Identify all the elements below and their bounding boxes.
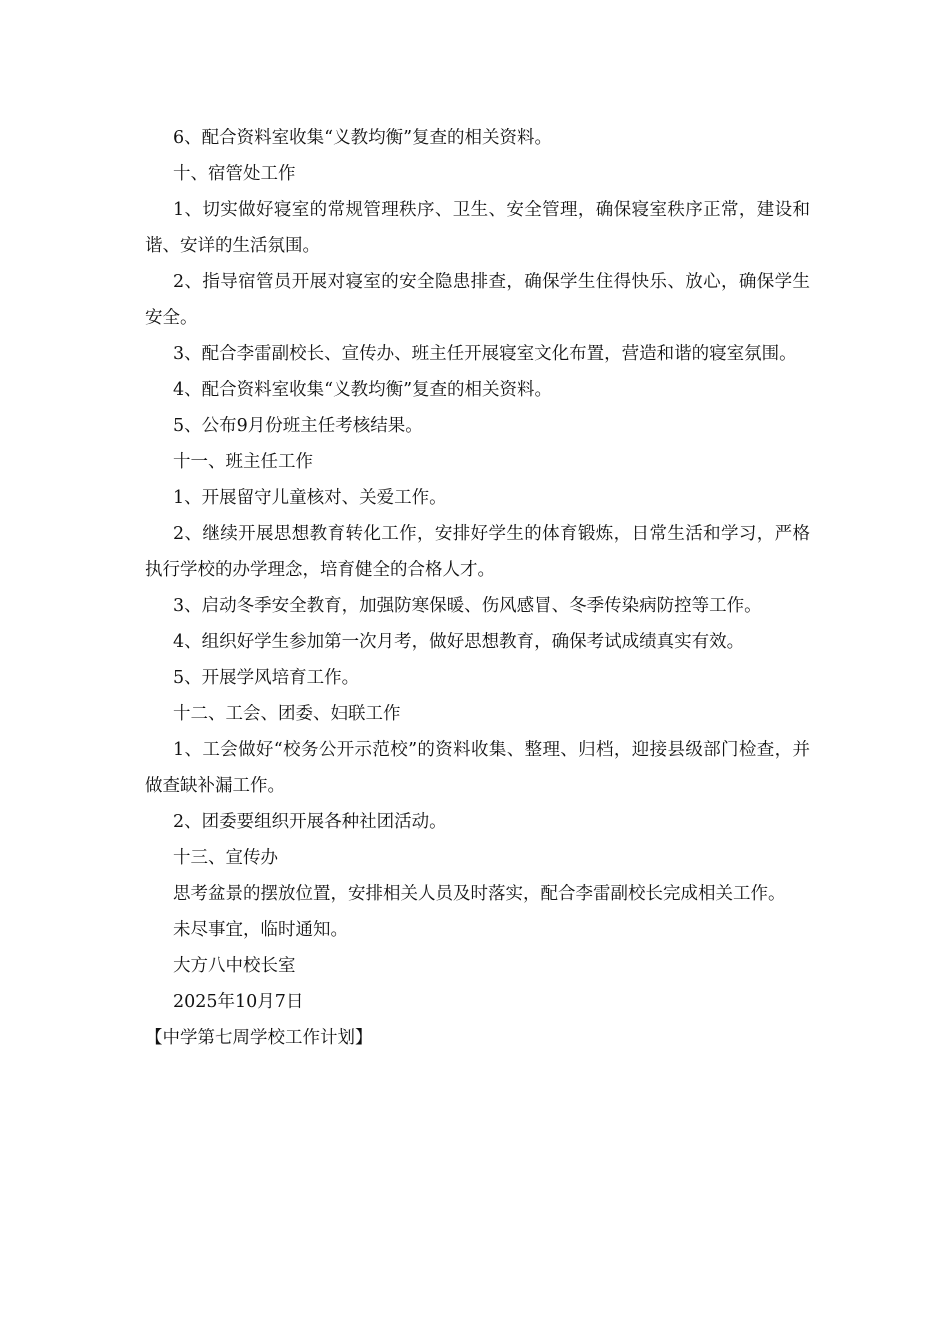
paragraph: 2、继续开展思想教育转化工作，安排好学生的体育锻炼，日常生活和学习，严格执行学校的办学理念，培育健全的合格人才。 (145, 524, 810, 580)
paragraph: 4、组织好学生参加第一次月考，做好思想教育，确保考试成绩真实有效。 (173, 632, 745, 652)
paragraph: 1、工会做好“校务公开示范校”的资料收集、整理、归档，迎接县级部门检查，并做查缺补漏工作。 (145, 740, 810, 796)
paragraph: 3、启动冬季安全教育，加强防寒保暖、伤风感冒、冬季传染病防控等工作。 (173, 596, 762, 616)
signature-office: 大方八中校长室 (173, 956, 296, 976)
paragraph: 3、配合李雷副校长、宣传办、班主任开展寝室文化布置，营造和谐的寝室氛围。 (173, 344, 797, 364)
paragraph: 6、配合资料室收集“义教均衡”复查的相关资料。 (173, 128, 553, 148)
paragraph: 5、开展学风培育工作。 (173, 668, 360, 688)
paragraph: 5、公布9月份班主任考核结果。 (173, 416, 423, 436)
paragraph: 4、配合资料室收集“义教均衡”复查的相关资料。 (173, 380, 553, 400)
section-heading: 十三、宣传办 (173, 848, 278, 868)
section-heading: 十二、工会、团委、妇联工作 (173, 704, 401, 724)
paragraph: 2、指导宿管员开展对寝室的安全隐患排查，确保学生住得快乐、放心，确保学生安全。 (145, 272, 810, 328)
paragraph: 1、切实做好寝室的常规管理秩序、卫生、安全管理，确保寝室秩序正常，建设和谐、安详的生活氛围。 (145, 200, 810, 256)
paragraph: 思考盆景的摆放位置，安排相关人员及时落实，配合李雷副校长完成相关工作。 (173, 884, 786, 904)
paragraph: 2、团委要组织开展各种社团活动。 (173, 812, 447, 832)
paragraph: 1、开展留守儿童核对、关爱工作。 (173, 488, 447, 508)
section-heading: 十一、班主任工作 (173, 452, 313, 472)
closing-note: 未尽事宜，临时通知。 (173, 920, 348, 940)
signature-date: 2025年10月7日 (173, 992, 304, 1012)
next-document-title: 【中学第七周学校工作计划】 (145, 1028, 373, 1048)
section-heading: 十、宿管处工作 (173, 164, 296, 184)
document-body (145, 120, 810, 1056)
